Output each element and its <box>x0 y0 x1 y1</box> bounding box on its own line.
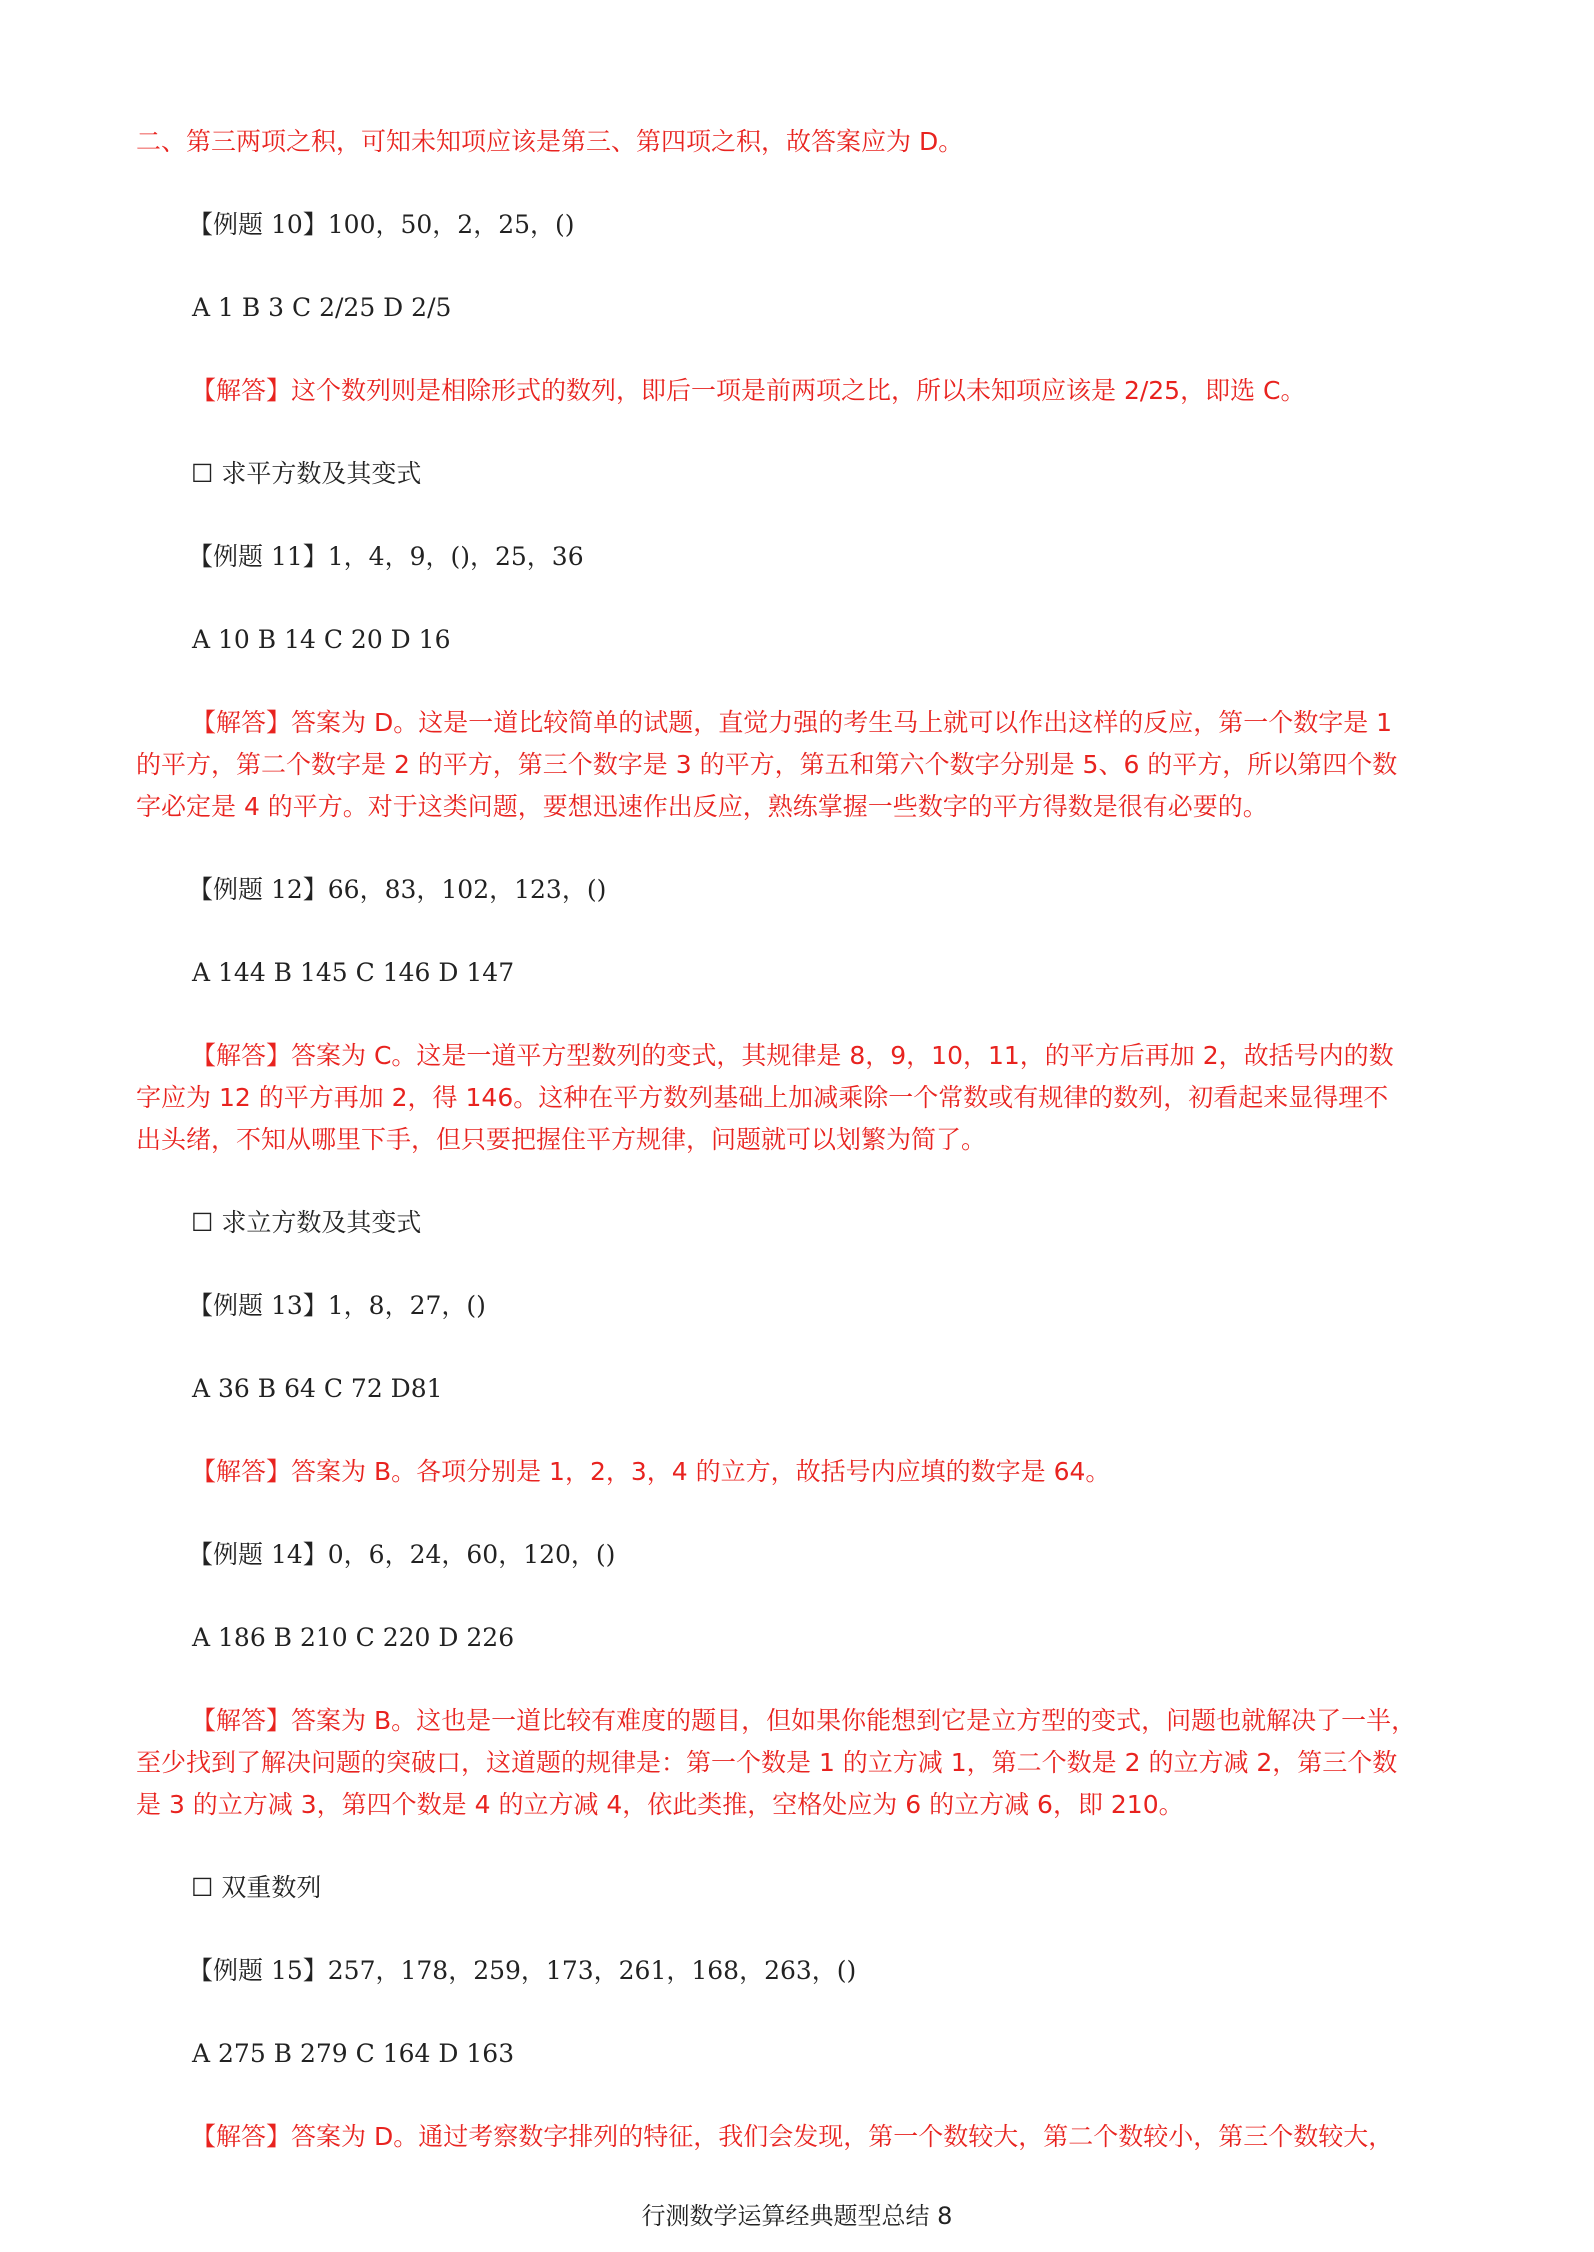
example-12-options: A 144 B 145 C 146 D 147 <box>192 958 515 987</box>
example-13-answer: 【解答】答案为 B。各项分别是 1，2，3，4 的立方，故括号内应填的数字是 64。 <box>191 1457 1111 1486</box>
example-13-question: 【例题 13】1，8，27，() <box>188 1291 486 1320</box>
example-14-answer-line-1: 【解答】答案为 B。这也是一道比较有难度的题目，但如果你能想到它是立方型的变式，问题也就解决了一半， <box>191 1706 1417 1735</box>
example-12-question: 【例题 12】66，83，102，123，() <box>188 875 607 904</box>
example-11-options: A 10 B 14 C 20 D 16 <box>192 625 451 654</box>
example-15-options: A 275 B 279 C 164 D 163 <box>192 2039 515 2068</box>
intro-text: 二、第三两项之积，可知未知项应该是第三、第四项之积，故答案应为 D。 <box>136 127 964 156</box>
example-13-options: A 36 B 64 C 72 D81 <box>192 1374 443 1403</box>
example-10-options: A 1 B 3 C 2/25 D 2/5 <box>192 293 452 322</box>
example-12-answer-line-1: 【解答】答案为 C。这是一道平方型数列的变式，其规律是 8，9，10，11，的平方后再加 2，故括号内的数 <box>191 1041 1394 1070</box>
example-14-options: A 186 B 210 C 220 D 226 <box>192 1623 515 1652</box>
example-11-question: 【例题 11】1，4，9，()，25，36 <box>188 542 584 571</box>
example-10-answer: 【解答】这个数列则是相除形式的数列，即后一项是前两项之比，所以未知项应该是 2/25，即选 C。 <box>191 376 1306 405</box>
example-12-answer-line-2: 字应为 12 的平方再加 2，得 146。这种在平方数列基础上加减乘除一个常数或有规律的数列，初看起来显得理不 <box>136 1083 1389 1112</box>
example-11-answer-line-2: 的平方，第二个数字是 2 的平方，第三个数字是 3 的平方，第五和第六个数字分别是 5、6 的平方，所以第四个数 <box>136 750 1398 779</box>
example-12-answer-line-3: 出头绪，不知从哪里下手，但只要把握住平方规律，问题就可以划繁为简了。 <box>136 1125 987 1154</box>
example-10-question: 【例题 10】100，50，2，25，() <box>188 210 575 239</box>
section-square-title: ☐ 求平方数及其变式 <box>191 459 422 488</box>
example-14-question: 【例题 14】0，6，24，60，120，() <box>188 1540 616 1569</box>
example-14-answer-line-2: 至少找到了解决问题的突破口，这道题的规律是：第一个数是 1 的立方减 1，第二个数是 2 的立方减 2，第三个数 <box>136 1748 1398 1777</box>
example-15-answer-line-1: 【解答】答案为 D。通过考察数字排列的特征，我们会发现，第一个数较大，第二个数较小，第三个数较大， <box>191 2122 1394 2151</box>
section-cube-title: ☐ 求立方数及其变式 <box>191 1208 422 1237</box>
example-15-question: 【例题 15】257，178，259，173，261，168，263，() <box>188 1956 857 1985</box>
page-footer: 行测数学运算经典题型总结 8 <box>641 2202 953 2230</box>
example-14-answer-line-3: 是 3 的立方减 3，第四个数是 4 的立方减 4，依此类推，空格处应为 6 的立方减 6，即 210。 <box>136 1790 1184 1819</box>
example-11-answer-line-1: 【解答】答案为 D。这是一道比较简单的试题，直觉力强的考生马上就可以作出这样的反应，第一个数字是 1 <box>191 708 1393 737</box>
example-11-answer-line-3: 字必定是 4 的平方。对于这类问题，要想迅速作出反应，熟练掌握一些数字的平方得数是很有必要的。 <box>136 792 1268 821</box>
section-double-title: ☐ 双重数列 <box>191 1873 322 1902</box>
